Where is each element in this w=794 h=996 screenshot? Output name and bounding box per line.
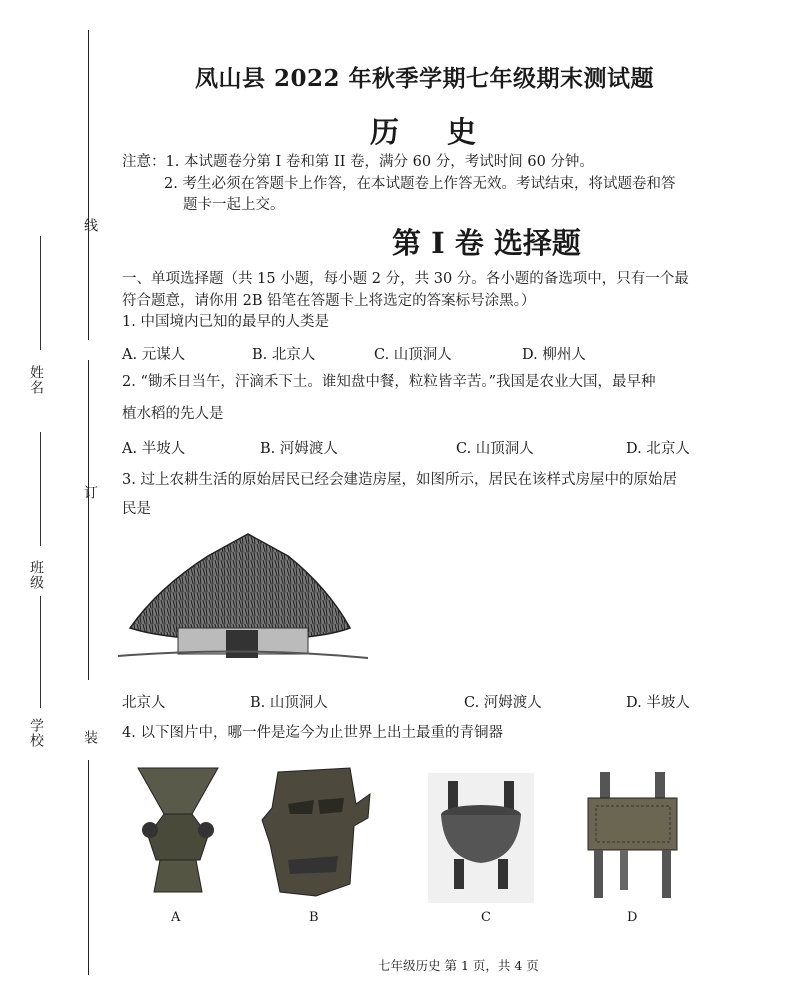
binding-rule-bottom bbox=[88, 760, 89, 975]
class-label: 班级 bbox=[28, 560, 44, 590]
question-4-option-b[interactable]: B bbox=[309, 910, 319, 925]
bronze-square-ding-image bbox=[580, 770, 685, 904]
bronze-zun-image bbox=[128, 764, 228, 904]
thatched-hut-image bbox=[118, 528, 368, 668]
question-2-option-c[interactable]: C. 山顶洞人 bbox=[456, 441, 534, 457]
margin-bind-label: 订 bbox=[82, 485, 98, 500]
question-3-option-a[interactable]: 北京人 bbox=[122, 695, 166, 711]
question-3-option-d[interactable]: D. 半坡人 bbox=[626, 695, 690, 711]
question-4-option-a[interactable]: A bbox=[171, 910, 181, 925]
binding-rule-top bbox=[88, 30, 89, 340]
question-1-stem: 1. 中国境内已知的最早的人类是 bbox=[122, 314, 329, 330]
subject-title bbox=[370, 110, 476, 151]
question-2-option-b[interactable]: B. 河姆渡人 bbox=[260, 441, 338, 457]
class-fill-line[interactable] bbox=[40, 432, 41, 546]
subject-char-1: 历 bbox=[370, 115, 400, 149]
question-2-option-d[interactable]: D. 北京人 bbox=[626, 441, 690, 457]
question-2-option-a[interactable]: A. 半坡人 bbox=[122, 441, 186, 457]
question-3-stem-line-2: 民是 bbox=[122, 501, 151, 517]
question-3-stem-line-1: 3. 过上农耕生活的原始居民已经会建造房屋，如图所示，居民在该样式房屋中的原始居 bbox=[122, 472, 677, 488]
question-3-option-b[interactable]: B. 山顶洞人 bbox=[250, 695, 328, 711]
bronze-mask-image bbox=[258, 764, 373, 904]
question-1-option-d[interactable]: D. 柳州人 bbox=[522, 347, 586, 363]
question-4-option-d[interactable]: D bbox=[627, 910, 638, 925]
page-footer: 七年级历史 第 1 页，共 4 页 bbox=[378, 958, 539, 973]
subject-char-2: 史 bbox=[447, 115, 477, 149]
exam-title: 凤山县 2022 年秋季学期七年级期末测试题 bbox=[195, 65, 655, 92]
question-2-stem-line-2: 植水稻的先人是 bbox=[122, 406, 224, 422]
note-line-2: 2. 考生必须在答题卡上作答，在本试题卷上作答无效。考试结束，将试题卷和答 bbox=[164, 176, 676, 192]
section-title: 第 I 卷 选择题 bbox=[392, 226, 581, 260]
school-fill-line[interactable] bbox=[40, 596, 41, 708]
question-4-option-c[interactable]: C bbox=[481, 910, 491, 925]
question-1-option-c[interactable]: C. 山顶洞人 bbox=[374, 347, 452, 363]
section-instruction-1: 一、单项选择题（共 15 小题，每小题 2 分，共 30 分。各小题的备选项中，只有一个最 bbox=[122, 271, 689, 287]
question-3-option-c[interactable]: C. 河姆渡人 bbox=[464, 695, 542, 711]
question-4-stem: 4. 以下图片中，哪一件是迄今为止世界上出土最重的青铜器 bbox=[122, 725, 503, 741]
margin-seal-label: 装 bbox=[82, 730, 98, 745]
question-1-option-a[interactable]: A. 元谋人 bbox=[122, 347, 186, 363]
question-1-option-b[interactable]: B. 北京人 bbox=[252, 347, 316, 363]
name-label: 姓名 bbox=[28, 365, 44, 395]
margin-line-label: 线 bbox=[82, 218, 98, 233]
question-2-stem-line-1: 2. “锄禾日当午，汗滴禾下土。谁知盘中餐，粒粒皆辛苦。”我国是农业大国，最早种 bbox=[122, 374, 656, 390]
school-label: 学校 bbox=[28, 718, 44, 748]
section-instruction-2: 符合题意，请你用 2B 铅笔在答题卡上将选定的答案标号涂黑。） bbox=[122, 293, 536, 309]
name-fill-line[interactable] bbox=[40, 236, 41, 350]
note-line-3: 题卡一起上交。 bbox=[183, 197, 285, 213]
note-line-1: 注意：1. 本试题卷分第 I 卷和第 II 卷，满分 60 分，考试时间 60 分钟。 bbox=[122, 154, 594, 170]
bronze-round-ding-image bbox=[428, 773, 534, 903]
binding-rule-middle bbox=[88, 360, 89, 680]
